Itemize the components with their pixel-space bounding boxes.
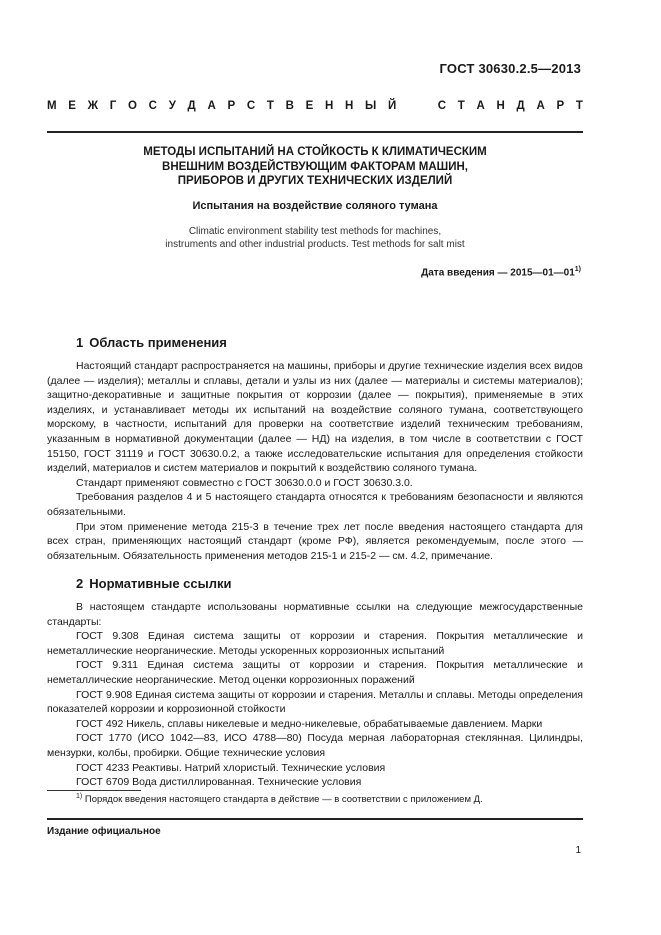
header-rule (47, 131, 583, 133)
normative-reference: ГОСТ 4233 Реактивы. Натрий хлористый. Технические условия (76, 761, 386, 774)
section-1-number: 1 (76, 335, 84, 350)
footnote-mark: 1) (76, 793, 83, 800)
footnote-ref: 1) (574, 266, 581, 273)
banner-letter: Д (187, 100, 196, 112)
section-1-paragraph: Стандарт применяют совместно с ГОСТ 30630.0.0 и ГОСТ 30630.3.0. (76, 476, 413, 489)
section-1-paragraph: Настоящий стандарт распространяется на машины, приборы и другие технические изделия всех видов (далее — изделия); металлы и сплавы, детали и узлы из них (далее — материалы и системы материалов); защитно-декоративные и защитные покрытия от коррозии (далее — покрытия), применяемые в этих изделиях, и устанавливает методы их испытаний на воздействие соляного тумана, соответствующего морскому, в частности, испытаний для проверки на соответствие изделий техническим требованиям, указанным в нормативной документации (далее — НД) на изделия, в том числе в соответствии с ГОСТ 15150, ГОСТ 31119 и ГОСТ 30630.0.2, а также исследовательские испытания для определения стойкости изделий, материалов и систем материалов и покрытий к воздействию соляного тумана. (47, 360, 583, 475)
footer-rule (47, 818, 583, 820)
introduction-date (421, 266, 581, 278)
banner-letter: С (246, 100, 256, 112)
edition-label: Издание официальное (47, 826, 161, 837)
banner-letter: Д (516, 100, 525, 112)
normative-reference: ГОСТ 6709 Вода дистиллированная. Технические условия (76, 776, 362, 789)
section-2-title: Нормативные ссылки (89, 576, 232, 591)
banner-letter: Н (345, 100, 354, 112)
banner-letter: Т (457, 100, 465, 112)
banner-letter: Н (496, 100, 505, 112)
banner-letter: Т (575, 100, 583, 112)
normative-reference: ГОСТ 9.908 Единая система защиты от коррозии и старения. Металлы и сплавы. Методы определения показателей коррозии и коррозионной стойкости (47, 688, 583, 716)
section-1-paragraph: При этом применение метода 215-3 в течение трех лет после введения настоящего стандарта для всех стран, применяющих настоящий стандарт (кроме РФ), является рекомендуемым, после этого — обязательным. Обязательность применения методов 215-1 и 215-2 — см. 4.2, примечание. (47, 520, 583, 562)
section-2-number: 2 (76, 576, 84, 591)
english-title-line-2: instruments and other industrial products. Test methods for salt mist (165, 239, 465, 250)
banner-letter: С (437, 100, 447, 112)
banner-letter: Г (109, 100, 117, 112)
title-line-3: ПРИБОРОВ И ДРУГИХ ТЕХНИЧЕСКИХ ИЗДЕЛИЙ (177, 175, 453, 187)
title-line-1: МЕТОДЫ ИСПЫТАНИЙ НА СТОЙКОСТЬ К КЛИМАТИЧЕСКИМ (143, 146, 487, 158)
banner-letter: Ж (87, 100, 99, 112)
normative-reference: ГОСТ 492 Никель, сплавы никелевые и медно-никелевые, обрабатываемые давлением. Марки (76, 717, 543, 730)
footnote-rule (47, 790, 141, 791)
banner-letter: Е (305, 100, 314, 112)
document-subtitle: Испытания на воздействие соляного тумана (192, 200, 438, 212)
section-1-title: Область применения (89, 335, 227, 350)
normative-reference: ГОСТ 9.308 Единая система защиты от коррозии и старения. Покрытия металлические и неметаллические неорганические. Методы ускоренных коррозионных испытаний (47, 630, 583, 657)
normative-reference: ГОСТ 1770 (ИСО 1042—83, ИСО 4788—80) Посуда мерная лабораторная стеклянная. Цилиндры, мензурки, колбы, пробирки. Общие технические условия (47, 732, 583, 759)
page-number: 1 (575, 845, 581, 856)
banner-letter: Ы (365, 100, 377, 112)
banner-letter: Й (387, 100, 397, 112)
introduction-date-text: Дата введения — 2015—01—01 (421, 267, 575, 279)
document-title (47, 145, 583, 189)
section-1-heading (76, 335, 227, 350)
english-title (47, 225, 583, 251)
section-1-body (47, 359, 583, 563)
banner-letter: Е (68, 100, 76, 112)
banner-letter (423, 100, 426, 112)
section-2-heading (76, 576, 231, 591)
banner-letter: О (128, 100, 137, 112)
banner-letter: С (148, 100, 157, 112)
banner-letter: Р (227, 100, 236, 112)
banner-letter (408, 100, 411, 112)
banner-letter: В (285, 100, 294, 112)
footnote (76, 793, 483, 805)
banner-letter: Т (266, 100, 274, 112)
banner-letter: А (476, 100, 485, 112)
banner-letter: Р (556, 100, 565, 112)
banner-letter: А (536, 100, 545, 112)
section-1-paragraph: Требования разделов 4 и 5 настоящего стандарта относятся к требованиям безопасности и являются обязательными. (47, 491, 583, 518)
standard-banner (47, 100, 583, 112)
english-title-line-1: Climatic environment stability test methods for machines, (188, 226, 442, 237)
banner-letter: У (168, 100, 176, 112)
title-line-2: ВНЕШНИМ ВОЗДЕЙСТВУЮЩИМ ФАКТОРАМ МАШИН, (162, 160, 468, 173)
normative-reference: ГОСТ 9.311 Единая система защиты от коррозии и старения. Покрытия металлические и неметаллические неорганические. Метод оценки коррозионных поражений (47, 659, 583, 686)
document-number: ГОСТ 30630.2.5—2013 (439, 61, 581, 76)
footnote-text: Порядок введения настоящего стандарта в действие — в соответствии с приложением Д. (82, 794, 483, 806)
banner-letter: М (47, 100, 57, 112)
banner-letter: А (207, 100, 216, 112)
banner-letter: Н (324, 100, 334, 112)
section-2-body (47, 600, 583, 790)
section-2-intro: В настоящем стандарте использованы нормативные ссылки на следующие межгосударственные стандарты: (47, 601, 583, 628)
